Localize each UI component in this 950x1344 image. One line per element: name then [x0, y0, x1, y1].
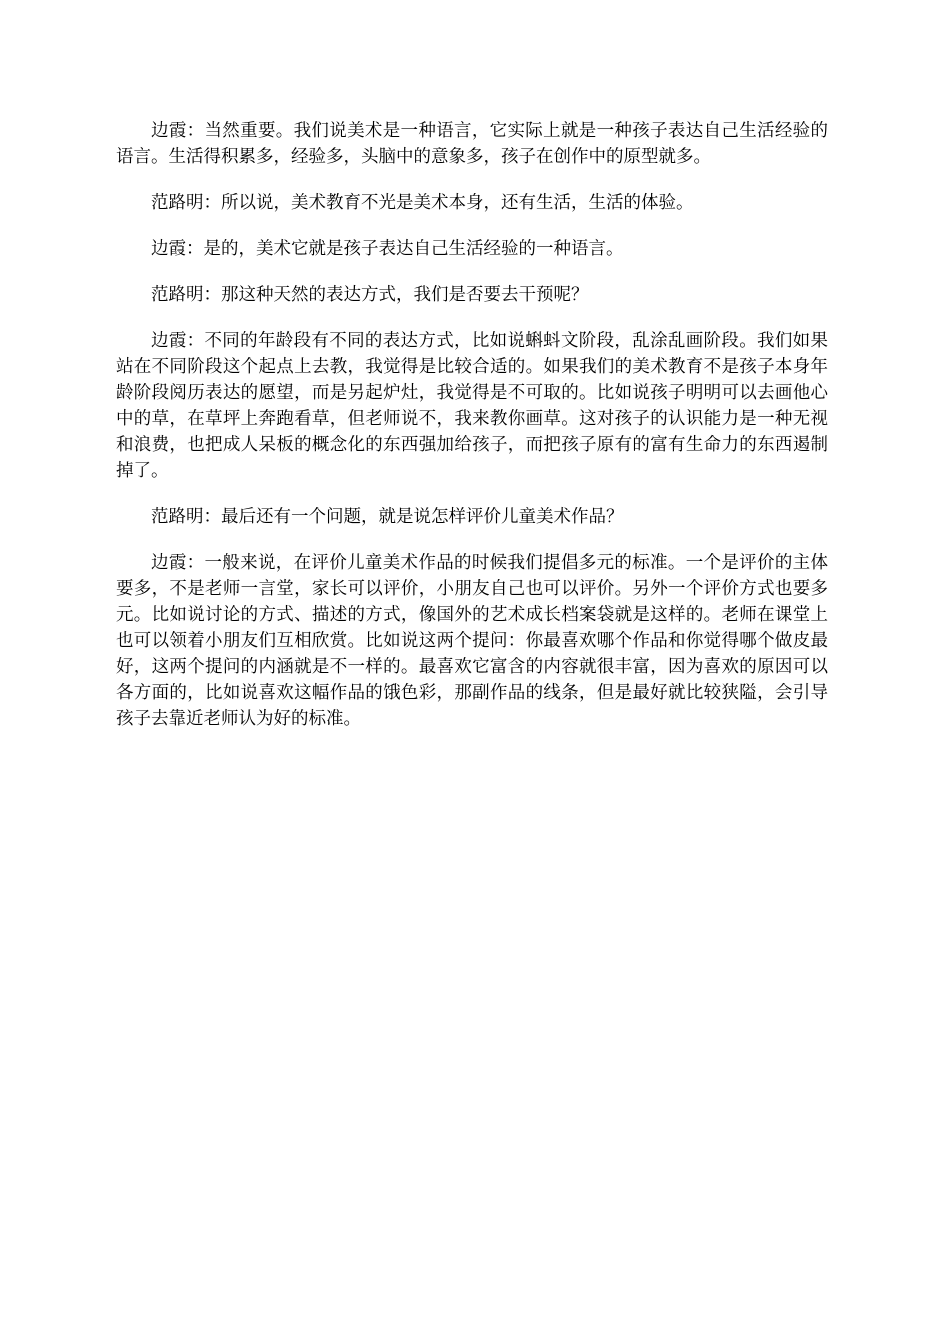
paragraph-4: 范路明：那这种天然的表达方式，我们是否要去干预呢？ [151, 285, 589, 305]
paragraph-7: 边霞：一般来说，在评价儿童美术作品的时候我们提倡多元的标准。一个是评价的主体要多，不是老师一言堂，家长可以评价，小朋友自己也可以评价。另外一个评价方式也要多元。比如说讨论的方式、描述的方式，像国外的艺术成长档案袋就是这样的。老师在课堂上也可以领着小朋友们互相欣赏。比如说这两个提问：你最喜欢哪个作品和你觉得哪个做皮最好，这两个提问的内涵就是不一样的。最喜欢它富含的内容就很丰富，因为喜欢的原因可以各方面的，比如说喜欢这幅作品的饿色彩，那副作品的线条，但是最好就比较狭隘，会引导孩子去靠近老师认为好的标准。 [116, 553, 828, 729]
paragraph-5: 边霞：不同的年龄段有不同的表达方式，比如说蝌蚪文阶段，乱涂乱画阶段。我们如果站在不同阶段这个起点上去教，我觉得是比较合适的。如果我们的美术教育不是孩子本身年龄阶段阅历表达的愿望，而是另起炉灶，我觉得是不可取的。比如说孩子明明可以去画他心中的草，在草坪上奔跑看草，但老师说不，我来教你画草。这对孩子的认识能力是一种无视和浪费，也把成人呆板的概念化的东西强加给孩子，而把孩子原有的富有生命力的东西遏制掉了。 [116, 331, 828, 481]
paragraph-3: 边霞：是的，美术它就是孩子表达自己生活经验的一种语言。 [151, 239, 624, 259]
paragraph-2: 范路明：所以说，美术教育不光是美术本身，还有生活，生活的体验。 [151, 193, 694, 213]
paragraph-6: 范路明：最后还有一个问题，就是说怎样评价儿童美术作品？ [151, 507, 624, 527]
document-body [116, 118, 828, 752]
paragraph-1: 边霞：当然重要。我们说美术是一种语言，它实际上就是一种孩子表达自己生活经验的语言。生活得积累多，经验多，头脑中的意象多，孩子在创作中的原型就多。 [116, 121, 828, 167]
